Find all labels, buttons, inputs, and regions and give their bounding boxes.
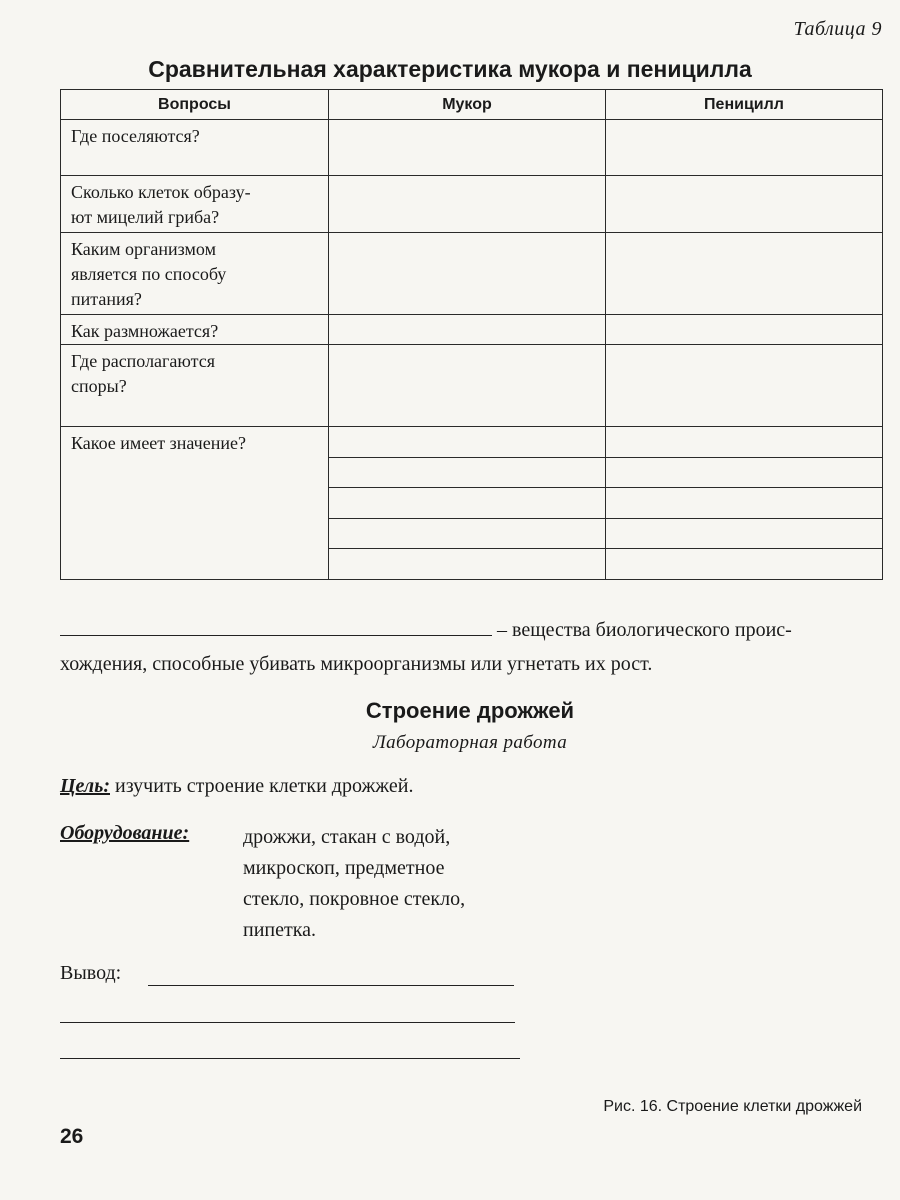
question-cell: Сколько клеток образу- ют мицелий гриба? bbox=[61, 176, 329, 233]
goal-text: изучить строение клетки дрожжей. bbox=[115, 775, 414, 797]
question-cell: Где располагаются споры? bbox=[61, 345, 329, 427]
answer-line-penicillium[interactable] bbox=[606, 518, 883, 549]
figure-caption: Рис. 16. Строение клетки дрожжей bbox=[603, 1098, 862, 1115]
answer-line-mucor[interactable] bbox=[329, 549, 606, 580]
answer-cell-mucor[interactable] bbox=[329, 120, 606, 176]
table-row bbox=[61, 345, 883, 427]
equipment-line: микроскоп, предметное bbox=[243, 857, 445, 879]
equipment-line: стекло, покровное стекло, bbox=[243, 888, 466, 910]
answer-cell-penicillium[interactable] bbox=[606, 120, 883, 176]
answer-cell-penicillium[interactable] bbox=[606, 315, 883, 345]
column-header-mucor: Мукор bbox=[329, 90, 606, 120]
answer-line-penicillium[interactable] bbox=[606, 457, 883, 488]
answer-line-penicillium[interactable] bbox=[606, 488, 883, 519]
conclusion-line-1[interactable] bbox=[148, 985, 514, 986]
lab-title: Строение дрожжей bbox=[365, 698, 575, 723]
definition-blank[interactable] bbox=[60, 617, 492, 636]
question-cell: Как размножается? bbox=[61, 315, 329, 345]
column-header-penicillium: Пеницилл bbox=[606, 90, 883, 120]
definition-line-2: хождения, способные убивать микроорганизмы или угнетать их рост. bbox=[60, 653, 653, 675]
answer-line-mucor[interactable] bbox=[329, 488, 606, 519]
answer-cell-penicillium[interactable] bbox=[606, 176, 883, 233]
equipment-line: дрожжи, стакан с водой, bbox=[243, 826, 451, 848]
answer-cell-penicillium[interactable] bbox=[606, 345, 883, 427]
conclusion-line-2[interactable] bbox=[60, 1022, 515, 1023]
equipment-list bbox=[243, 822, 465, 946]
question-cell: Где поселяются? bbox=[61, 120, 329, 176]
equipment-line: пипетка. bbox=[243, 919, 317, 941]
question-cell: Каким организмом является по способу питания? bbox=[61, 233, 329, 315]
answer-cell-mucor[interactable] bbox=[329, 176, 606, 233]
answer-line-mucor[interactable] bbox=[329, 457, 606, 488]
table-number: Таблица 9 bbox=[793, 18, 882, 40]
conclusion-label: Вывод: bbox=[60, 962, 122, 984]
conclusion-line-3[interactable] bbox=[60, 1058, 520, 1059]
comparison-table bbox=[60, 89, 883, 580]
question-cell: Какое имеет значение? bbox=[61, 427, 329, 580]
answer-cell-penicillium[interactable] bbox=[606, 233, 883, 315]
page-number: 26 bbox=[60, 1125, 84, 1148]
answer-line-mucor[interactable] bbox=[329, 518, 606, 549]
table-row bbox=[61, 427, 883, 458]
table-row bbox=[61, 176, 883, 233]
goal bbox=[60, 775, 413, 798]
definition-line-1: – вещества биологического проис- bbox=[497, 619, 792, 641]
table-title: Сравнительная характеристика мукора и пеницилла bbox=[148, 56, 752, 82]
table-row bbox=[61, 120, 883, 176]
answer-line-mucor[interactable] bbox=[329, 427, 606, 458]
answer-line-penicillium[interactable] bbox=[606, 427, 883, 458]
lab-subtitle: Лабораторная работа bbox=[372, 732, 568, 753]
answer-cell-mucor[interactable] bbox=[329, 233, 606, 315]
definition-paragraph bbox=[60, 613, 882, 681]
table-row bbox=[61, 315, 883, 345]
answer-cell-mucor[interactable] bbox=[329, 315, 606, 345]
table-header-row bbox=[61, 90, 883, 120]
goal-label: Цель: bbox=[60, 775, 110, 797]
column-header-questions: Вопросы bbox=[61, 90, 329, 120]
table-row bbox=[61, 233, 883, 315]
answer-cell-mucor[interactable] bbox=[329, 345, 606, 427]
equipment-label: Оборудование: bbox=[60, 822, 190, 844]
answer-line-penicillium[interactable] bbox=[606, 549, 883, 580]
